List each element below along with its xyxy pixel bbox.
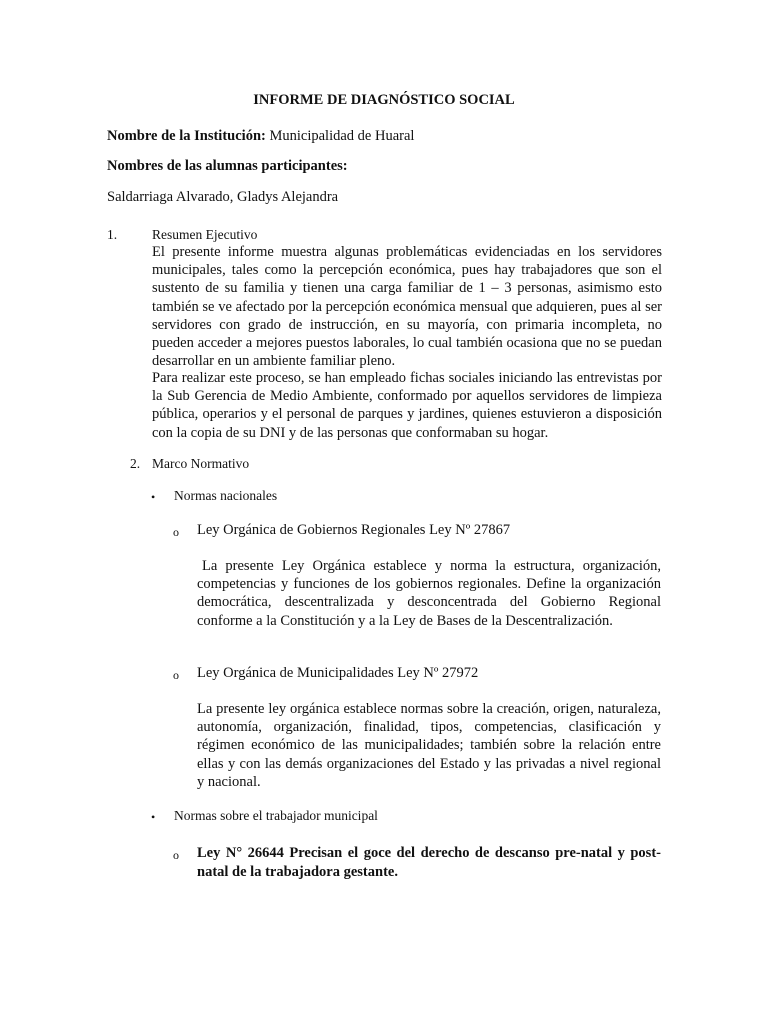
document-title: INFORME DE DIAGNÓSTICO SOCIAL xyxy=(253,92,515,108)
section1-paragraph-2: Para realizar este proceso, se han empleado fichas sociales iniciando las entrevistas por la Sub Gerencia de Medio Ambiente, conformado por aquellos servidores de limpieza pública, operarios y el personal de parques y jardines, quienes estuvieron a disposición con la copia de su DNI y de las personas que conformaban su hogar. xyxy=(152,370,662,441)
law1-title: Ley Orgánica de Gobiernos Regionales Ley Nº 27867 xyxy=(197,522,511,538)
law2-text: La presente ley orgánica establece normas sobre la creación, origen, naturaleza, autonomía, organización, finalidad, tipos, competencias, clasificación y régimen económico de las municipalidades; también sobre la relación entre ellas y con las demás organizaciones del Estado y las privadas a nivel regional y nacional. xyxy=(197,701,661,790)
institution-value: Municipalidad de Huaral xyxy=(269,128,415,144)
law2-title: Ley Orgánica de Municipalidades Ley Nº 27972 xyxy=(197,665,479,681)
law1-text: La presente Ley Orgánica establece y norma la estructura, organización, competencias y funciones de los gobiernos regionales. Define la organización democrática, descentralizada y desconcentrada del Gobierno Regional conforme a la Constitución y a la Ley de Bases de la Descentralización. xyxy=(197,558,661,629)
students-label: Nombres de las alumnas participantes: xyxy=(107,158,348,174)
section2-heading: Marco Normativo xyxy=(152,456,250,471)
circle-bullet-icon: o xyxy=(173,525,179,539)
section1-number: 1. xyxy=(107,227,118,242)
section1-paragraph-1: El presente informe muestra algunas problemáticas evidenciadas en los servidores municipales, tales como la percepción económica, pues hay trabajadores que son el sustento de su familia y tienen una carga familiar de 1 – 3 personas, asimismo esto también se ve afectado por la percepción económica mensual que adquieren, pues al ser servidores con grado de instrucción, en su mayoría, con primaria incompleta, no pueden acceder a mejores puestos laborales, lo cual también ocasiona que no se puedan desarrollar en un ambiente familiar pleno. xyxy=(152,244,662,370)
bullet-municipal-worker-norms: Normas sobre el trabajador municipal xyxy=(174,808,378,823)
bullet-icon: • xyxy=(151,810,156,824)
section2-number: 2. xyxy=(130,456,141,471)
institution-line xyxy=(107,128,414,145)
law3-text: Ley N° 26644 Precisan el goce del derecho de descanso pre-natal y post-natal de la trabajadora gestante. xyxy=(197,845,661,880)
student-name: Saldarriaga Alvarado, Gladys Alejandra xyxy=(107,189,339,205)
circle-bullet-icon: o xyxy=(173,668,179,682)
circle-bullet-icon: o xyxy=(173,848,179,862)
section1-heading: Resumen Ejecutivo xyxy=(152,227,258,242)
institution-label: Nombre de la Institución: xyxy=(107,128,266,144)
bullet-icon: • xyxy=(151,490,156,504)
bullet-national-norms: Normas nacionales xyxy=(174,488,278,503)
